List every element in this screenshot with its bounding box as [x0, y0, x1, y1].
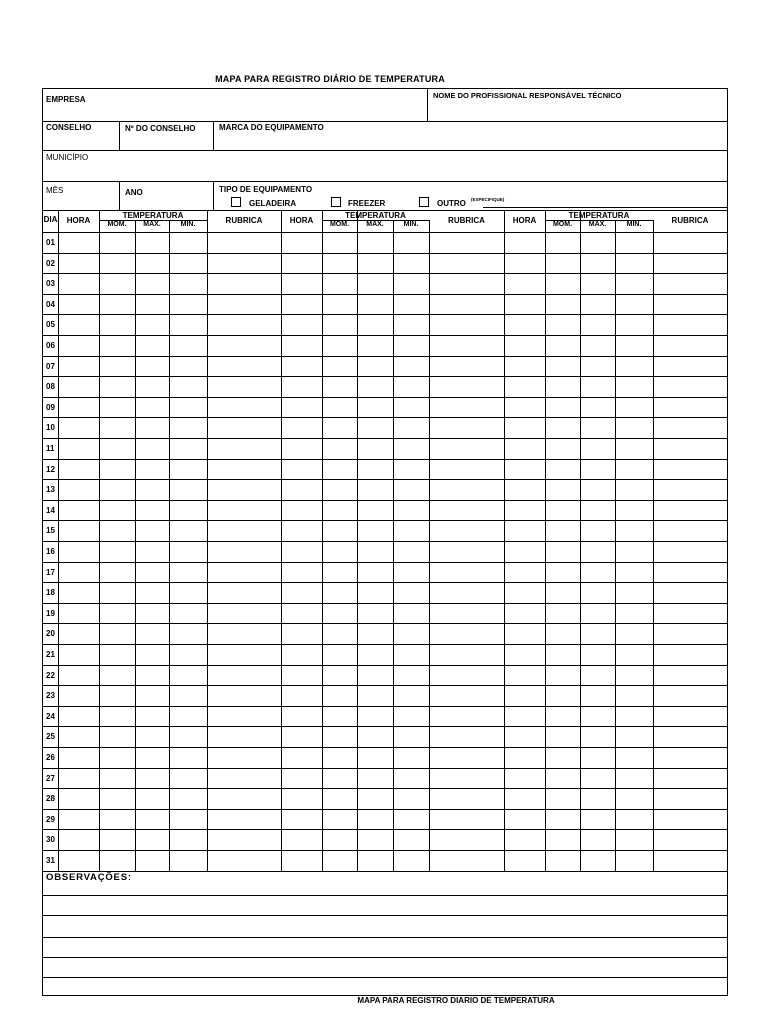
- grid-row-line: [43, 665, 727, 666]
- grid-row-line: [43, 541, 727, 542]
- col-temperatura-header: TEMPERATURA: [568, 211, 630, 220]
- freezer-label: FREEZER: [348, 199, 386, 208]
- temperature-grid: [43, 89, 729, 997]
- day-number: 23: [46, 691, 55, 701]
- observation-line: [43, 915, 727, 916]
- grid-row-line: [43, 788, 727, 789]
- day-number: 13: [46, 485, 55, 495]
- col-max-header: MAX.: [143, 221, 161, 228]
- col-rubrica-header: RUBRICA: [671, 216, 709, 225]
- day-number: 10: [46, 423, 55, 433]
- grid-row-line: [43, 479, 727, 480]
- grid-row-line: [43, 685, 727, 686]
- day-number: 31: [46, 856, 55, 865]
- grid-row-line: [43, 397, 727, 398]
- grid-row-line: [43, 273, 727, 274]
- day-number: 17: [46, 567, 55, 577]
- grid-row-line: [43, 294, 727, 295]
- conselho-label: CONSELHO: [46, 123, 92, 132]
- grid-column-line: [169, 220, 170, 871]
- grid-row-line: [43, 644, 727, 645]
- grid-row-line: [43, 417, 727, 418]
- col-max-header: MAX.: [366, 221, 384, 228]
- grid-header-bottom-line: [43, 232, 727, 233]
- grid-row-line: [43, 871, 727, 872]
- grid-row-line: [43, 747, 727, 748]
- col-hora-header: HORA: [66, 216, 91, 225]
- grid-row-line: [43, 376, 727, 377]
- profissional-label: NOME DO PROFISSIONAL RESPONSÁVEL TÉCNICO: [433, 91, 622, 100]
- observacoes-label: OBSERVAÇÕES:: [46, 871, 132, 883]
- especifique-label: (ESPECIFIQUE): [471, 197, 505, 202]
- grid-column-line: [615, 220, 616, 871]
- day-number: 22: [46, 670, 55, 680]
- col-min-header: MIN.: [403, 221, 419, 228]
- grid-row-line: [43, 520, 727, 521]
- day-number: 19: [46, 608, 55, 618]
- day-number: 04: [46, 299, 55, 309]
- day-number: 18: [46, 588, 55, 598]
- day-number: 27: [46, 773, 55, 783]
- col-mom-header: MOM.: [329, 221, 350, 228]
- grid-row-line: [43, 768, 727, 769]
- grid-row-line: [43, 314, 727, 315]
- col-mom-header: MOM.: [107, 221, 127, 228]
- mes-label: MÊS: [46, 186, 64, 195]
- outro-label: OUTRO: [437, 199, 466, 208]
- grid-row-line: [43, 253, 727, 254]
- day-number: 05: [46, 320, 55, 330]
- marca-label: MARCA DO EQUIPAMENTO: [219, 123, 324, 132]
- day-number: 14: [46, 505, 55, 515]
- day-number: 03: [46, 279, 55, 289]
- grid-row-line: [43, 582, 727, 583]
- day-number: 28: [46, 794, 55, 804]
- day-number: 21: [46, 650, 55, 659]
- day-number: 29: [46, 814, 55, 824]
- observation-line: [43, 957, 727, 958]
- grid-row-line: [43, 829, 727, 830]
- day-number: 12: [46, 464, 55, 474]
- geladeira-label: GELADEIRA: [249, 199, 297, 208]
- day-number: 08: [46, 382, 55, 392]
- day-number: 02: [46, 258, 55, 268]
- grid-row-line: [43, 335, 727, 336]
- observation-line: [43, 895, 727, 896]
- grid-row-line: [43, 562, 727, 563]
- n-conselho-label: Nº DO CONSELHO: [125, 124, 196, 133]
- day-number: 25: [46, 732, 55, 742]
- ano-label: ANO: [125, 188, 143, 197]
- municipio-label: MUNICÍPIO: [46, 153, 89, 162]
- grid-row-line: [43, 603, 727, 604]
- grid-row-line: [43, 500, 727, 501]
- col-min-header: MIN.: [626, 221, 642, 228]
- col-dia-header: DIA: [43, 215, 58, 224]
- day-number: 30: [46, 835, 55, 845]
- day-number: 24: [46, 711, 55, 721]
- col-temperatura-header: TEMPERATURA: [345, 211, 406, 220]
- day-number: 20: [46, 629, 55, 639]
- form-title: MAPA PARA REGISTRO DIÁRIO DE TEMPERATURA: [215, 74, 445, 84]
- grid-row-line: [43, 438, 727, 439]
- grid-column-line: [653, 220, 654, 871]
- col-hora-header: HORA: [289, 216, 314, 225]
- grid-row-line: [43, 356, 727, 357]
- col-temperatura-header: TEMPERATURA: [122, 211, 184, 220]
- col-rubrica-header: RUBRICA: [448, 216, 485, 225]
- day-number: 16: [46, 547, 55, 556]
- col-rubrica-header: RUBRICA: [225, 216, 263, 225]
- grid-row-line: [43, 809, 727, 810]
- observation-line: [43, 977, 727, 978]
- grid-row-line: [43, 623, 727, 624]
- day-number: 26: [46, 753, 55, 762]
- grid-column-line: [429, 220, 430, 871]
- observation-line: [43, 937, 727, 938]
- day-number: 06: [46, 341, 55, 350]
- grid-column-line: [393, 220, 394, 871]
- footer-title: MAPA PARA REGISTRO DIARIO DE TEMPERATURA: [357, 996, 555, 1005]
- grid-row-line: [43, 706, 727, 707]
- empresa-label: EMPRESA: [46, 95, 86, 104]
- col-max-header: MAX.: [588, 221, 607, 228]
- grid-row-line: [43, 726, 727, 727]
- tipo-label: TIPO DE EQUIPAMENTO: [219, 185, 313, 194]
- day-number: 11: [46, 444, 55, 453]
- day-number: 09: [46, 402, 55, 412]
- grid-row-line: [43, 850, 727, 851]
- day-number: 07: [46, 361, 55, 371]
- temperature-form: [42, 88, 728, 996]
- grid-column-line: [135, 220, 136, 871]
- day-number: 15: [46, 526, 55, 536]
- col-min-header: MIN.: [180, 221, 196, 228]
- col-hora-header: HORA: [512, 216, 537, 225]
- col-mom-header: MOM.: [552, 221, 573, 228]
- grid-row-line: [43, 459, 727, 460]
- day-number: 01: [46, 238, 55, 247]
